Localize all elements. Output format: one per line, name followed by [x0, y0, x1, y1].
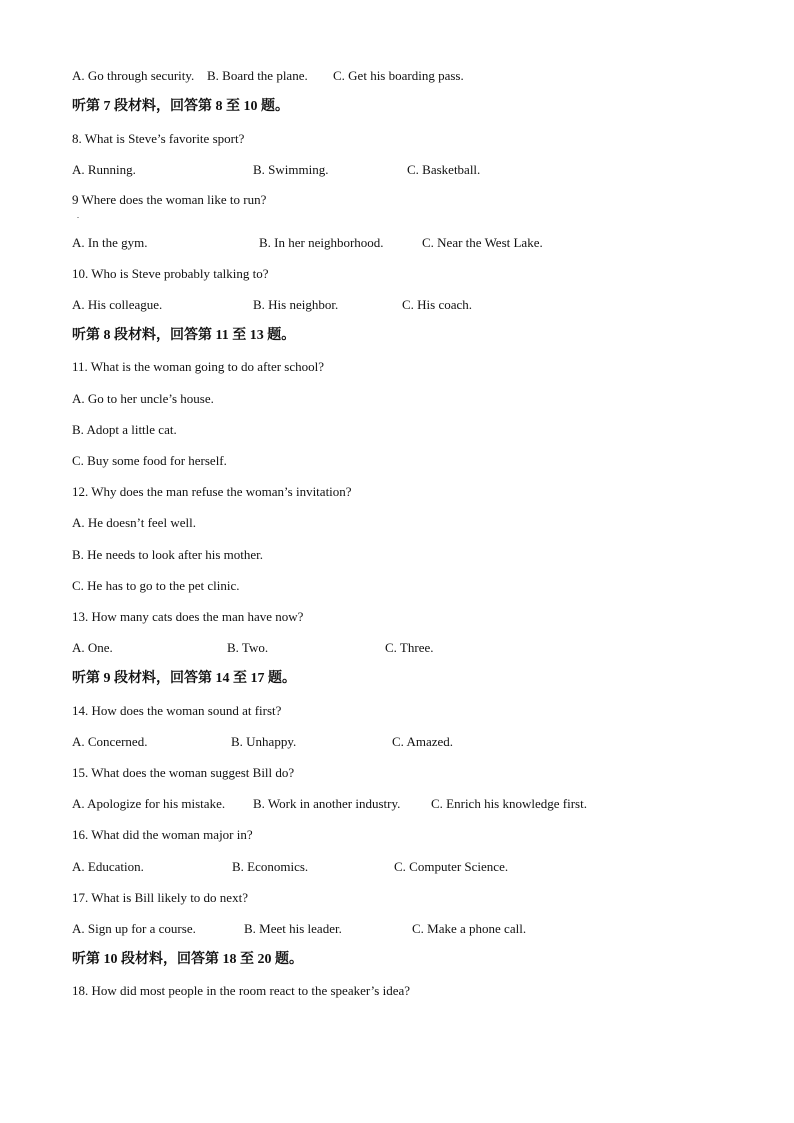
- q9-text: 9 Where does the woman like to run?: [72, 192, 267, 207]
- q8-option-a: A. Running.: [72, 162, 136, 177]
- q14-option-a: A. Concerned.: [72, 734, 148, 749]
- q12-text: 12. Why does the man refuse the woman’s invitation?: [72, 484, 352, 499]
- q7-option-a: A. Go through security.: [72, 68, 195, 83]
- q17-option-c: C. Make a phone call.: [412, 921, 527, 936]
- q18-text: 18. How did most people in the room react to the speaker’s idea?: [72, 983, 411, 998]
- q13-option-b: B. Two.: [227, 640, 269, 655]
- q17-option-a: A. Sign up for a course.: [72, 921, 196, 936]
- q8-option-b: B. Swimming.: [253, 162, 329, 177]
- section-9-heading: 听第 9 段材料，回答第 14 至 17 题。: [72, 671, 296, 686]
- q9-option-a: A. In the gym.: [72, 235, 148, 250]
- q10-option-b: B. His neighbor.: [253, 297, 339, 312]
- q12-option-b: B. He needs to look after his mother.: [72, 547, 263, 562]
- section-10-heading: 听第 10 段材料，回答第 18 至 20 题。: [72, 952, 303, 967]
- q13-text: 13. How many cats does the man have now?: [72, 609, 304, 624]
- q17-text: 17. What is Bill likely to do next?: [72, 890, 248, 905]
- q9-option-b: B. In her neighborhood.: [259, 235, 384, 250]
- q15-text: 15. What does the woman suggest Bill do?: [72, 765, 295, 780]
- stray-dot: .: [77, 211, 79, 220]
- q10-text: 10. Who is Steve probably talking to?: [72, 266, 269, 281]
- q8-option-c: C. Basketball.: [407, 162, 481, 177]
- q15-option-c: C. Enrich his knowledge first.: [431, 796, 587, 811]
- q10-option-c: C. His coach.: [402, 297, 473, 312]
- section-7-heading: 听第 7 段材料，回答第 8 至 10 题。: [72, 99, 289, 114]
- q11-option-c: C. Buy some food for herself.: [72, 453, 227, 468]
- q13-option-c: C. Three.: [385, 640, 434, 655]
- q14-text: 14. How does the woman sound at first?: [72, 703, 282, 718]
- q17-option-b: B. Meet his leader.: [244, 921, 342, 936]
- section-8-heading: 听第 8 段材料，回答第 11 至 13 题。: [72, 328, 296, 343]
- q11-option-a: A. Go to her uncle’s house.: [72, 391, 214, 406]
- q13-option-a: A. One.: [72, 640, 113, 655]
- q9-option-c: C. Near the West Lake.: [422, 235, 543, 250]
- q10-option-a: A. His colleague.: [72, 297, 163, 312]
- q11-text: 11. What is the woman going to do after school?: [72, 359, 325, 374]
- q15-option-b: B. Work in another industry.: [253, 796, 401, 811]
- q12-option-c: C. He has to go to the pet clinic.: [72, 578, 240, 593]
- q14-option-b: B. Unhappy.: [231, 734, 297, 749]
- q7-option-b: B. Board the plane.: [207, 68, 308, 83]
- q8-text: 8. What is Steve’s favorite sport?: [72, 131, 245, 146]
- q11-option-b: B. Adopt a little cat.: [72, 422, 177, 437]
- q15-option-a: A. Apologize for his mistake.: [72, 796, 226, 811]
- q7-option-c: C. Get his boarding pass.: [333, 68, 464, 83]
- q12-option-a: A. He doesn’t feel well.: [72, 515, 196, 530]
- q16-option-a: A. Education.: [72, 859, 144, 874]
- q16-option-b: B. Economics.: [232, 859, 309, 874]
- q16-option-c: C. Computer Science.: [394, 859, 509, 874]
- q16-text: 16. What did the woman major in?: [72, 827, 253, 842]
- q14-option-c: C. Amazed.: [392, 734, 454, 749]
